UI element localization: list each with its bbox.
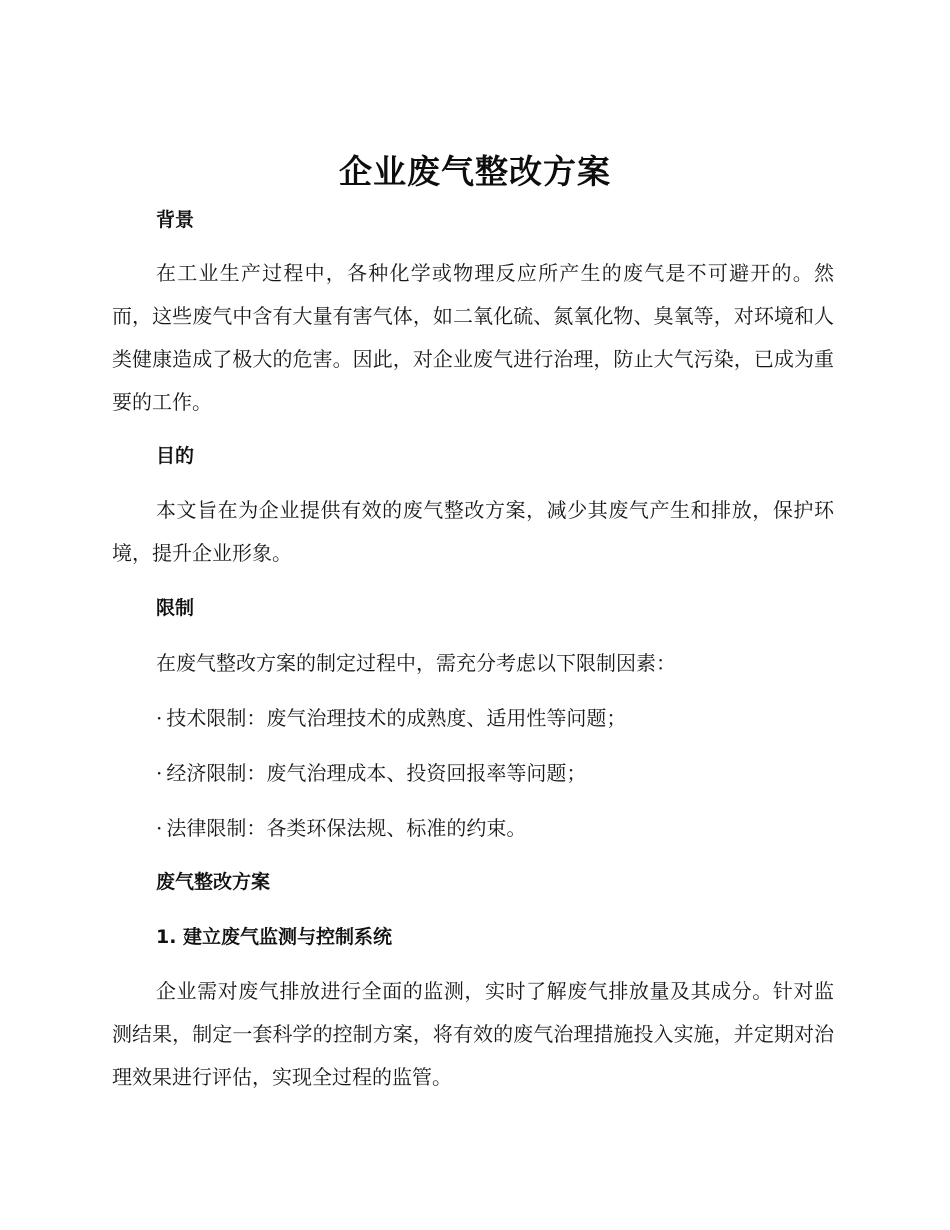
bullet-icon: · bbox=[156, 816, 163, 840]
list-item-text: 经济限制：废气治理成本、投资回报率等问题； bbox=[166, 761, 587, 785]
list-item bbox=[156, 814, 526, 842]
bullet-icon: · bbox=[156, 761, 163, 785]
list-item-text: 技术限制：废气治理技术的成熟度、适用性等问题； bbox=[166, 706, 627, 730]
list-item bbox=[156, 704, 626, 732]
heading-purpose: 目的 bbox=[156, 445, 195, 467]
paragraph-purpose: 本文旨在为企业提供有效的废气整改方案，减少其废气产生和排放，保护环境，提升企业形象。 bbox=[112, 498, 834, 565]
subheading-monitoring-system: 1. 建立废气监测与控制系统 bbox=[156, 926, 393, 948]
paragraph-monitoring-system: 企业需对废气排放进行全面的监测，实时了解废气排放量及其成分。针对监测结果，制定一套科学的控制方案，将有效的废气治理措施投入实施，并定期对治理效果进行评估，实现全过程的监管。 bbox=[112, 979, 834, 1089]
heading-background: 背景 bbox=[156, 209, 195, 231]
document-title: 企业废气整改方案 bbox=[339, 152, 611, 191]
heading-limits: 限制 bbox=[156, 597, 195, 619]
paragraph-background: 在工业生产过程中，各种化学或物理反应所产生的废气是不可避开的。然而，这些废气中含有大量有害气体，如二氧化硫、氮氧化物、臭氧等，对环境和人类健康造成了极大的危害。因此，对企业废气进行治理，防止大气污染，已成为重要的工作。 bbox=[112, 261, 834, 414]
list-item bbox=[156, 759, 586, 787]
list-item-text: 法律限制：各类环保法规、标准的约束。 bbox=[166, 816, 527, 840]
heading-plan: 废气整改方案 bbox=[156, 871, 271, 893]
bullet-icon: · bbox=[156, 706, 163, 730]
paragraph-limits-intro: 在废气整改方案的制定过程中，需充分考虑以下限制因素： bbox=[156, 651, 676, 675]
